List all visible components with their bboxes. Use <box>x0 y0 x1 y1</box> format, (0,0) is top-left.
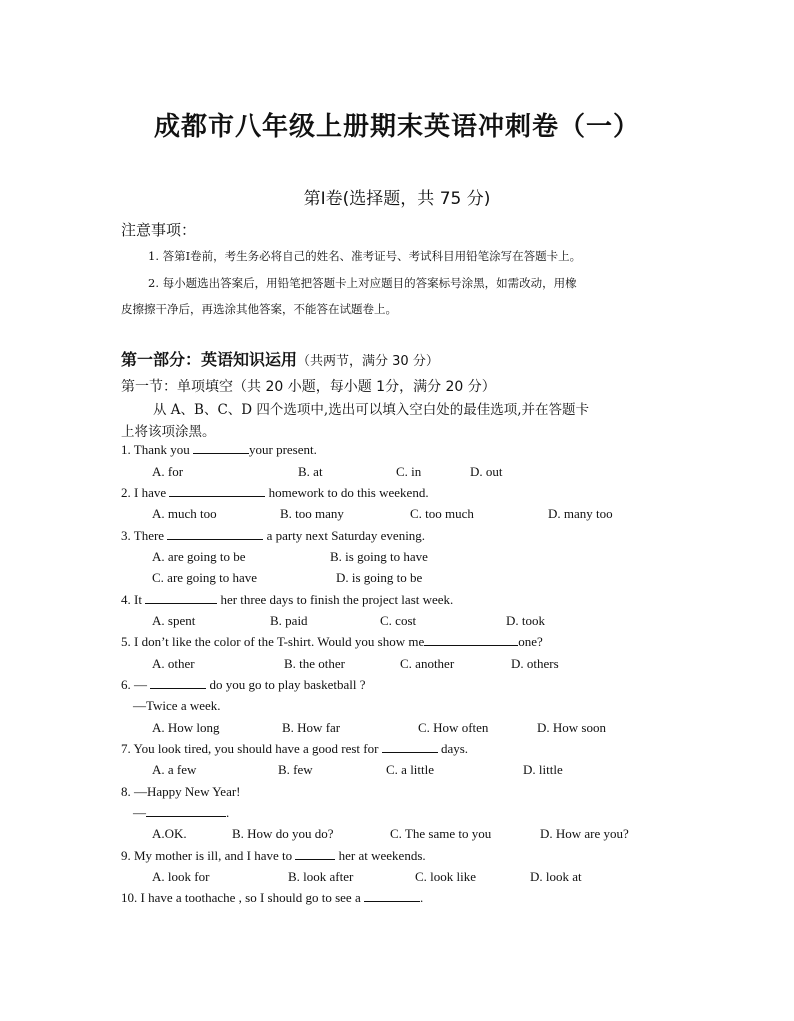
question-10-post: . <box>419 890 424 905</box>
exam-title: 成都市八年级上册期末英语冲刺卷（一） <box>153 112 640 142</box>
exam-subtitle: 第Ⅰ卷(选择题，共 75 分) <box>303 189 491 209</box>
question-8-answer-period: . <box>226 805 230 820</box>
notice-heading: 注意事项： <box>121 221 197 239</box>
q2-option-c: C. too much <box>410 506 474 521</box>
question-6 <box>121 677 365 693</box>
answer-blank <box>193 442 249 454</box>
question-7-post: days. <box>437 741 469 756</box>
question-9-post: her at weekends. <box>335 848 426 863</box>
q8-option-a: A.OK. <box>152 826 187 841</box>
question-5-pre: 5. I don’t like the color of the T-shirt. Would you show me <box>121 634 425 649</box>
q5-option-a: A. other <box>152 656 195 671</box>
q9-option-a: A. look for <box>152 869 210 884</box>
answer-blank <box>382 741 438 753</box>
part1-note: （共两节，满分 30 分） <box>297 354 439 369</box>
question-8-answer-dash: — <box>133 805 146 820</box>
q3-option-c: C. are going to have <box>152 570 258 585</box>
question-10-pre: 10. I have a toothache , so I should go to see a <box>121 890 364 905</box>
question-6-answer: —Twice a week. <box>133 698 221 713</box>
question-4 <box>121 592 453 608</box>
question-6-post: do you go to play basketball ? <box>206 677 366 692</box>
q3-option-a: A. are going to be <box>152 549 246 564</box>
question-8: 8. —Happy New Year! <box>121 784 241 799</box>
q2-option-d: D. many too <box>548 506 613 521</box>
q8-option-d: D. How are you? <box>540 826 629 841</box>
part1-title <box>121 347 439 370</box>
q6-option-d: D. How soon <box>537 720 606 735</box>
question-1-post: your present. <box>248 442 317 457</box>
question-9-pre: 9. My mother is ill, and I have to <box>121 848 296 863</box>
q2-option-b: B. too many <box>280 506 344 521</box>
q5-option-d: D. others <box>511 656 559 671</box>
section1-title: 第一节：单项填空（共 20 小题，每小题 1分，满分 20 分） <box>121 379 496 395</box>
q6-option-b: B. How far <box>282 720 341 735</box>
question-2-post: homework to do this weekend. <box>265 485 429 500</box>
notice-item-2-line-1: 2. 每小题选出答案后，用铅笔把答题卡上对应题目的答案标号涂黑，如需改动，用橡 <box>148 276 577 290</box>
q6-option-c: C. How often <box>418 720 489 735</box>
q3-option-d: D. is going to be <box>336 570 423 585</box>
question-10 <box>121 890 423 906</box>
question-6-pre: 6. — <box>121 677 151 692</box>
notice-item-2-line-2: 皮擦擦干净后，再选涂其他答案，不能答在试题卷上。 <box>121 302 397 316</box>
q9-option-d: D. look at <box>530 869 582 884</box>
q4-option-a: A. spent <box>152 613 196 628</box>
answer-blank <box>150 677 206 689</box>
q7-option-a: A. a few <box>152 762 197 777</box>
q9-option-b: B. look after <box>288 869 354 884</box>
q2-option-a: A. much too <box>152 506 217 521</box>
q9-option-c: C. look like <box>415 869 477 884</box>
question-7-pre: 7. You look tired, you should have a good rest for <box>121 741 382 756</box>
part1-title-text: 第一部分：英语知识运用 <box>121 350 298 369</box>
answer-blank <box>169 485 265 497</box>
question-3-pre: 3. There <box>121 528 168 543</box>
q5-option-c: C. another <box>400 656 455 671</box>
q7-option-c: C. a little <box>386 762 435 777</box>
question-1 <box>121 442 317 458</box>
q1-option-c: C. in <box>396 464 422 479</box>
q4-option-b: B. paid <box>270 613 308 628</box>
question-9 <box>121 848 426 864</box>
question-5-post: one? <box>518 634 543 649</box>
question-7 <box>121 741 468 757</box>
q5-option-b: B. the other <box>284 656 346 671</box>
answer-blank <box>424 634 518 646</box>
section1-instruction-line-1: 从 A、B、C、D 四个选项中,选出可以填入空白处的最佳选项,并在答题卡 <box>153 402 589 418</box>
q6-option-a: A. How long <box>152 720 220 735</box>
notice-item-1: 1. 答第Ⅰ卷前，考生务必将自己的姓名、准考证号、考试科目用铅笔涂写在答题卡上。 <box>148 249 582 263</box>
answer-blank <box>146 805 226 817</box>
answer-blank <box>364 890 420 902</box>
q7-option-b: B. few <box>278 762 313 777</box>
q1-option-a: A. for <box>152 464 184 479</box>
question-2 <box>121 485 429 501</box>
question-3 <box>121 528 425 544</box>
q4-option-d: D. took <box>506 613 545 628</box>
question-2-pre: 2. I have <box>121 485 170 500</box>
q4-option-c: C. cost <box>380 613 417 628</box>
section1-instruction-line-2: 上将该项涂黑。 <box>121 424 216 440</box>
q8-option-c: C. The same to you <box>390 826 492 841</box>
q8-option-b: B. How do you do? <box>232 826 334 841</box>
answer-blank <box>295 848 335 860</box>
q7-option-d: D. little <box>523 762 563 777</box>
question-5 <box>121 634 543 650</box>
question-4-post: her three days to finish the project last week. <box>217 592 454 607</box>
q3-option-b: B. is going to have <box>330 549 428 564</box>
answer-blank <box>145 592 217 604</box>
question-8-answer <box>133 805 229 821</box>
q1-option-d: D. out <box>470 464 503 479</box>
question-1-pre: 1. Thank you <box>121 442 193 457</box>
q1-option-b: B. at <box>298 464 323 479</box>
question-4-pre: 4. It <box>121 592 146 607</box>
question-3-post: a party next Saturday evening. <box>263 528 426 543</box>
answer-blank <box>167 528 263 540</box>
